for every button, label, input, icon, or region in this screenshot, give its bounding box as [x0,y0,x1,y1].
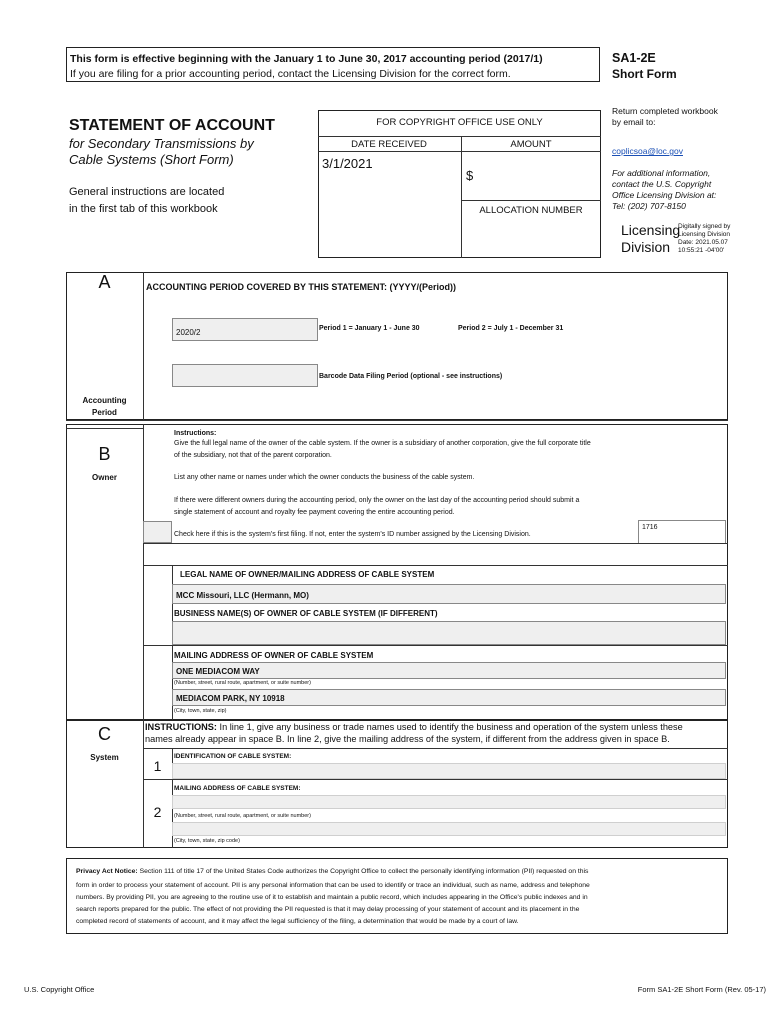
footer-left: U.S. Copyright Office [24,985,95,994]
notice-line-1: This form is effective beginning with the January 1 to June 30, 2017 accounting period (2017/1) [70,53,543,65]
mailing-city-field[interactable] [172,689,726,706]
amount-value[interactable]: $ [466,168,474,183]
signature-name-line-2: Division [621,239,671,255]
info-line-2: contact the U.S. Copyright [612,179,712,189]
owner-instructions-line-3: List any other name or names under which the owner conducts the business of the cable system. [174,474,475,481]
page-title: STATEMENT OF ACCOUNT [69,117,275,134]
form-code: SA1-2E [612,51,656,65]
signature-stamp-line-2: Licensing Division [678,231,731,238]
system-mailing-field-1[interactable] [172,795,726,809]
mailing-city-hint: (City, town, state, zip) [174,708,227,714]
system-mailing-field-2[interactable] [172,822,726,836]
legal-name-heading: LEGAL NAME OF OWNER/MAILING ADDRESS OF CABLE SYSTEM [180,570,435,579]
notice-line-2: If you are filing for a prior accounting period, contact the Licensing Division for the correct form. [70,68,511,80]
space-a-letter: A [98,272,111,292]
mailing-street-value: ONE MEDIACOM WAY [176,667,260,676]
return-line-2: by email to: [612,117,656,127]
owner-instructions-line-4: If there were different owners during the accounting period, only the owner on the last day of the accounting period should submit a [174,497,580,504]
space-a-section [66,272,728,420]
space-c-letter: C [98,724,111,744]
signature-stamp-line-1: Digitally signed by [678,223,731,230]
allocation-number-label: ALLOCATION NUMBER [479,205,583,216]
mailing-street-field[interactable] [172,662,726,679]
privacy-line-4: search reports prepared for the public. The effect of not providing the PII requested is that it may delay processing of your statement of account and its placement in the [76,906,580,913]
mailing-street-hint: (Number, street, rural route, apartment, or suite number) [174,680,311,686]
date-received-value[interactable]: 3/1/2021 [322,156,373,171]
amount-label: AMOUNT [510,139,552,150]
office-use-heading: FOR COPYRIGHT OFFICE USE ONLY [376,117,543,128]
office-use-box [318,110,601,258]
identification-label: IDENTIFICATION OF CABLE SYSTEM: [174,753,292,760]
accounting-period-field[interactable] [172,318,318,341]
owner-instructions-heading: Instructions: [174,430,217,437]
first-filing-checkbox[interactable] [143,521,172,543]
return-email-link[interactable]: coplicsoa@loc.gov [612,146,683,156]
privacy-line-2: form in order to process your statement of account. PII is any personal information that can be used to identify or trace an individual, such as name, address and telephone [76,882,590,889]
privacy-line-3: numbers. By providing PII, you are agreeing to the routine use of it to establish and maintain a public record, which includes appearing in the Office's public indexes and in [76,894,588,901]
privacy-line-1 [76,868,588,875]
owner-instructions-line-2: of the subsidiary, not that of the parent corporation. [174,452,332,459]
accounting-period-value: 2020/2 [176,328,201,337]
system-id-field[interactable] [638,520,726,544]
system-street-hint: (Number, street, rural route, apartment, or suite number) [174,813,311,819]
space-a-side-label-2: Period [92,408,117,417]
general-instructions-line-1: General instructions are located [69,186,225,198]
info-line-3: Office Licensing Division at: [612,190,717,200]
subtitle-line-1: for Secondary Transmissions by [69,136,254,151]
system-instructions-line-1 [145,722,683,732]
date-received-label: DATE RECEIVED [351,139,427,150]
space-b-letter: B [98,444,111,464]
system-instructions-text-1: In line 1, give any business or trade names used to identify the business and operation of the system unless these [216,722,683,732]
signature-stamp-line-4: 10:55:21 -04'00' [678,247,725,254]
info-line-4: Tel: (202) 707-8150 [612,201,686,211]
general-instructions-line-2: in the first tab of this workbook [69,203,218,215]
signature-name-line-1: Licensing [621,222,681,238]
accounting-period-heading: ACCOUNTING PERIOD COVERED BY THIS STATEMENT: (YYYY/(Period)) [146,282,457,292]
info-line-1: For additional information, [612,168,711,178]
legal-name-value: MCC Missouri, LLC (Hermann, MO) [176,591,309,600]
first-filing-text: Check here if this is the system's first filing. If not, enter the system's ID number assigned by the Licensing Division. [174,531,531,538]
system-instructions-label: INSTRUCTIONS: [145,722,217,732]
system-mailing-label: MAILING ADDRESS OF CABLE SYSTEM: [174,785,301,792]
business-names-field[interactable] [172,621,726,645]
mailing-address-heading: MAILING ADDRESS OF OWNER OF CABLE SYSTEM [174,651,374,660]
return-line-1: Return completed workbook [612,106,718,116]
privacy-label: Privacy Act Notice: [76,868,138,875]
space-a-side-label-1: Accounting [82,396,127,405]
business-names-heading: BUSINESS NAME(S) OF OWNER OF CABLE SYSTEM (IF DIFFERENT) [174,609,438,618]
subtitle-line-2: Cable Systems (Short Form) [69,152,234,167]
form-type: Short Form [612,67,677,81]
privacy-line-5: completed record of statements of account, and it may affect the legal sufficiency of the filing, a determination that would be made by a court of law. [76,918,519,925]
signature-stamp-line-3: Date: 2021.05.07 [678,239,728,246]
period-1-text: Period 1 = January 1 - June 30 [319,325,420,332]
mailing-city-value: MEDIACOM PARK, NY 10918 [176,694,285,703]
system-line-2-number: 2 [153,804,162,820]
identification-field[interactable] [172,763,726,779]
footer-right: Form SA1-2E Short Form (Rev. 05-17) [637,985,766,994]
barcode-period-field[interactable] [172,364,318,387]
privacy-text-1: Section 111 of title 17 of the United States Code authorizes the Copyright Office to collect the personally identifying information (PII) requested on this [137,868,589,875]
period-2-text: Period 2 = July 1 - December 31 [458,325,564,332]
system-city-hint: (City, town, state, zip code) [174,838,240,844]
owner-instructions-line-5: single statement of account and royalty fee payment covering the entire accounting period. [174,509,455,516]
owner-instructions-line-1: Give the full legal name of the owner of the cable system. If the owner is a subsidiary of another corporation, give the full corporate title [174,440,591,447]
system-line-1-number: 1 [153,758,162,774]
legal-name-field[interactable] [172,584,726,604]
space-c-side-label: System [90,753,119,762]
system-id-value: 1716 [642,524,658,531]
system-instructions-line-2: names already appear in space B. In line 2, give the mailing address of the system, if different from the address given in space B. [145,734,670,744]
barcode-period-label: Barcode Data Filing Period (optional - see instructions) [319,373,503,380]
space-b-side-label: Owner [92,473,117,482]
